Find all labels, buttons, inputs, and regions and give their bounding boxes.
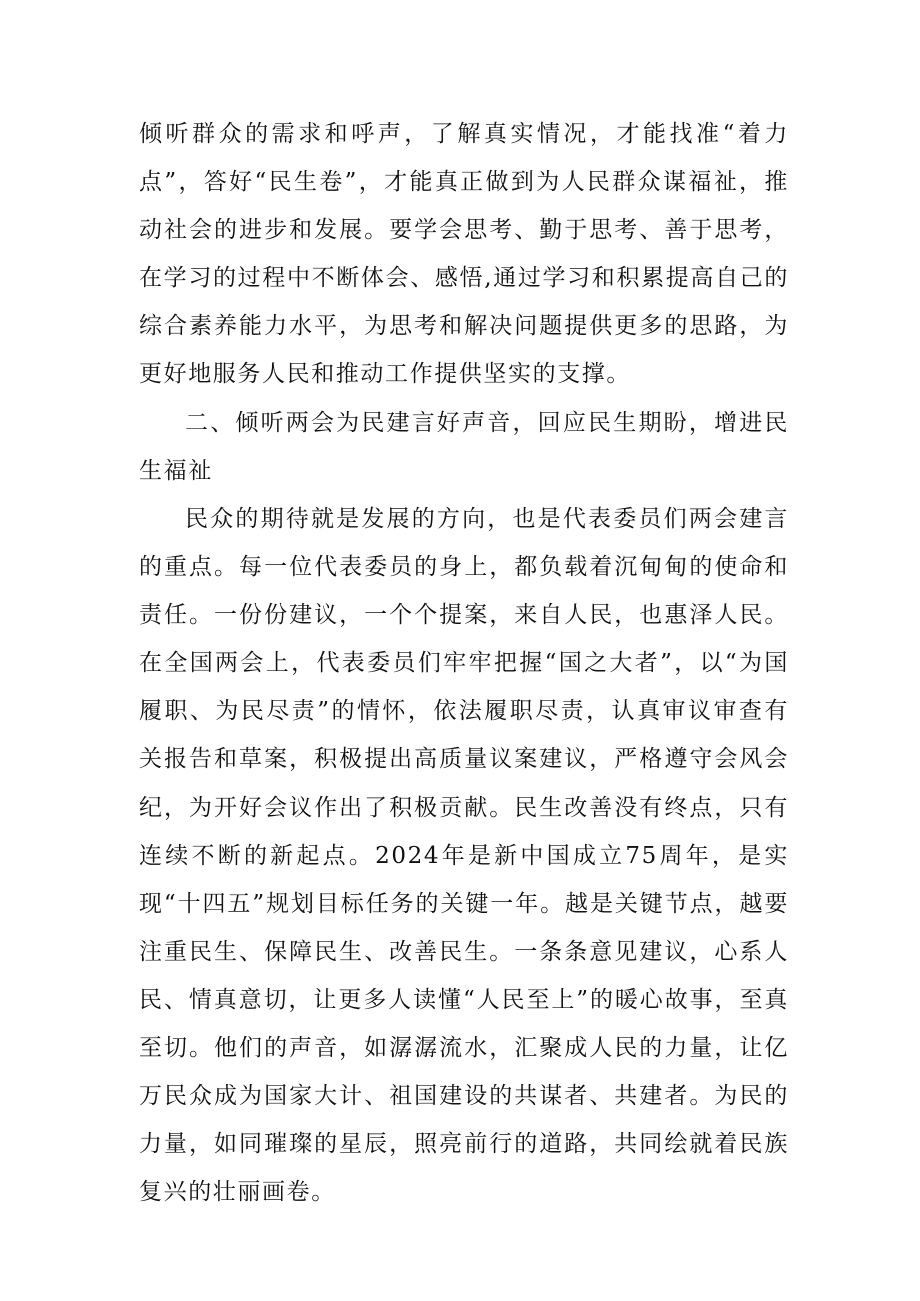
section-heading-text: 二、倾听两会为民建言好声音，回应民生期盼，增进民生福祉 (139, 410, 789, 485)
paragraph-continuation (139, 110, 789, 399)
paragraph-text: 民众的期待就是发展的方向，也是代表委员们两会建言的重点。每一位代表委员的身上，都负载着沉甸甸的使命和责任。一份份建议，一个个提案，来自人民，也惠泽人民。在全国两会上，代表委员们牢牢把握“国之大者”，以“为国履职、为民尽责”的情怀，依法履职尽责，认真审议审查有关报告和草案，积极提出高质量议案建议，严格遵守会风会纪，为开好会议作出了积极贡献。民生改善没有终点，只有连续不断的新起点。2024年是新中国成立75周年，是实现“十四五”规划目标任务的关键一年。越是关键节点，越要注重民生、保障民生、改善民生。一条条意见建议，心系人民、情真意切，让更多人读懂“人民至上”的暖心故事，至真至切。他们的声音，如潺潺流水，汇聚成人民的力量，让亿万民众成为国家大计、祖国建设的共谋者、共建者。为民的力量，如同璀璨的星辰，照亮前行的道路，共同绘就着民族复兴的壮丽画卷。 (139, 506, 789, 1206)
section-heading (139, 399, 789, 495)
paragraph-text: 倾听群众的需求和呼声，了解真实情况，才能找准“着力点”，答好“民生卷”，才能真正做到为人民群众谋福祉，推动社会的进步和发展。要学会思考、勤于思考、善于思考，在学习的过程中不断体会、感悟,通过学习和积累提高自己的综合素养能力水平，为思考和解决问题提供更多的思路，为更好地服务人民和推动工作提供坚实的支撑。 (139, 121, 789, 388)
paragraph-body (139, 495, 789, 1216)
